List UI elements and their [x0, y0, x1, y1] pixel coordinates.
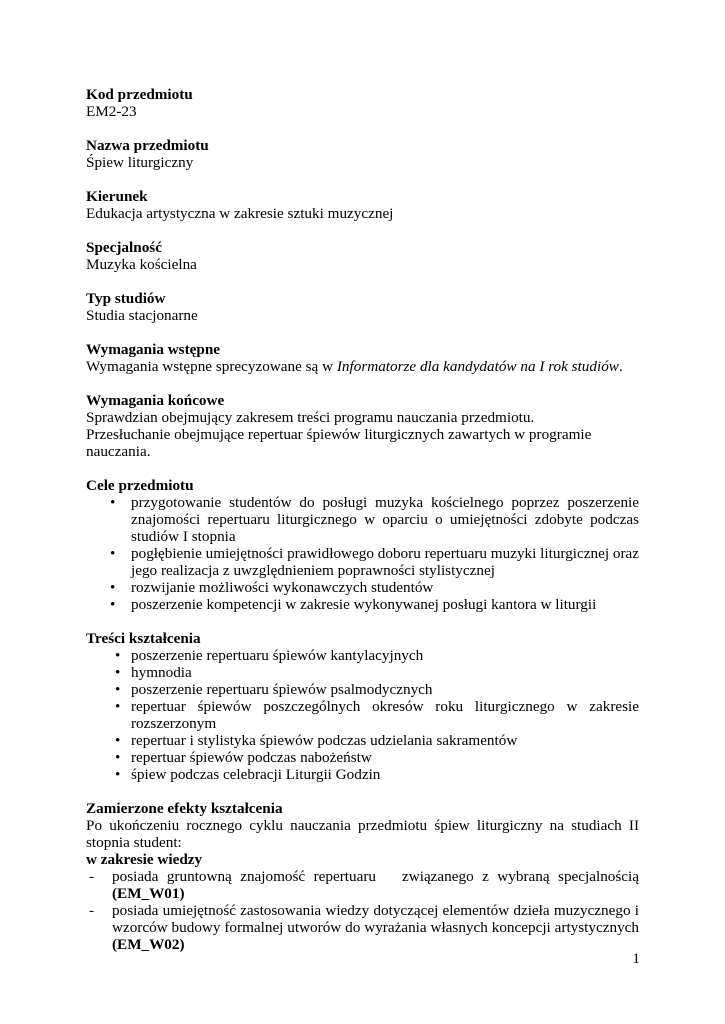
list-item: • pogłębienie umiejętności prawidłowego doboru repertuaru muzyki liturgicznej oraz jego realizacja z uwzględnieniem poprawności stylistycznej	[86, 545, 639, 579]
list-item	[86, 868, 639, 902]
section-nazwa	[86, 137, 639, 171]
section-kierunek	[86, 188, 639, 222]
wymagania-wstepne-text-before: Wymagania wstępne sprecyzowane są w	[86, 358, 337, 375]
efekty-item-text: posiada umiejętność zastosowania wiedzy dotyczącej elementów dzieła muzycznego i wzorców budowy formalnej utworów do wyrażania własnych koncepcji artystycznych	[112, 902, 639, 936]
section-efekty	[86, 800, 639, 953]
cele-label: Cele przedmiotu	[86, 477, 194, 494]
efekty-item-text: związanego z wybraną specjalnością	[402, 868, 639, 885]
wymagania-wstepne-text-after: .	[618, 358, 623, 375]
section-wymagania-koncowe	[86, 392, 639, 460]
section-cele	[86, 477, 639, 613]
nazwa-value: Śpiew liturgiczny	[86, 154, 194, 171]
list-item: • hymnodia	[86, 664, 639, 681]
kod-label: Kod przedmiotu	[86, 86, 193, 103]
specjalnosc-value: Muzyka kościelna	[86, 256, 197, 273]
list-item	[86, 902, 639, 953]
section-wymagania-wstepne	[86, 341, 639, 375]
efekty-item-text: posiada gruntowną znajomość repertuaru	[112, 868, 377, 885]
efekty-label: Zamierzone efekty kształcenia	[86, 800, 283, 817]
section-typ	[86, 290, 639, 324]
page-number: 1	[632, 950, 640, 967]
efekty-subhead: w zakresie wiedzy	[86, 851, 203, 868]
list-item: • repertuar i stylistyka śpiewów podczas udzielania sakramentów	[86, 732, 639, 749]
list-item: • śpiew podczas celebracji Liturgii Godzin	[86, 766, 639, 783]
list-item: • rozwijanie możliwości wykonawczych studentów	[86, 579, 639, 596]
list-item: • przygotowanie studentów do posługi muzyka kościelnego poprzez poszerzenie znajomości repertuaru liturgicznego w oparciu o umiejętności zdobyte podczas studiów I stopnia	[86, 494, 639, 545]
list-item: • repertuar śpiewów podczas nabożeństw	[86, 749, 639, 766]
wymagania-koncowe-label: Wymagania końcowe	[86, 392, 225, 409]
wymagania-wstepne-text	[86, 358, 639, 375]
kierunek-label: Kierunek	[86, 188, 148, 205]
efekty-item-code: (EM_W01)	[112, 885, 185, 902]
list-item: • poszerzenie repertuaru śpiewów psalmodycznych	[86, 681, 639, 698]
tresci-label: Treści kształcenia	[86, 630, 201, 647]
typ-value: Studia stacjonarne	[86, 307, 198, 324]
cele-list	[86, 494, 639, 613]
wymagania-koncowe-line: Sprawdzian obejmujący zakresem treści programu nauczania przedmiotu.	[86, 409, 535, 426]
efekty-list	[86, 868, 639, 953]
list-item: • poszerzenie kompetencji w zakresie wykonywanej posługi kantora w liturgii	[86, 596, 639, 613]
typ-label: Typ studiów	[86, 290, 166, 307]
wymagania-wstepne-italic: Informatorze dla kandydatów na I rok studiów	[336, 358, 619, 375]
section-specjalnosc	[86, 239, 639, 273]
efekty-intro: Po ukończeniu rocznego cyklu nauczania przedmiotu śpiew liturgiczny na studiach II stopnia student:	[86, 817, 639, 851]
tresci-list	[86, 647, 639, 783]
section-kod	[86, 86, 639, 120]
wymagania-wstepne-label: Wymagania wstępne	[86, 341, 221, 358]
efekty-item-code: (EM_W02)	[112, 936, 185, 953]
document-content	[86, 86, 639, 953]
list-item: • poszerzenie repertuaru śpiewów kantylacyjnych	[86, 647, 639, 664]
nazwa-label: Nazwa przedmiotu	[86, 137, 209, 154]
list-item: • repertuar śpiewów poszczególnych okresów roku liturgicznego w zakresie rozszerzonym	[86, 698, 639, 732]
specjalnosc-label: Specjalność	[86, 239, 162, 256]
kierunek-value: Edukacja artystyczna w zakresie sztuki muzycznej	[86, 205, 394, 222]
kod-value: EM2-23	[86, 103, 137, 120]
wymagania-koncowe-line: Przesłuchanie obejmujące repertuar śpiewów liturgicznych zawartych w programie nauczania.	[86, 426, 592, 460]
section-tresci	[86, 630, 639, 783]
